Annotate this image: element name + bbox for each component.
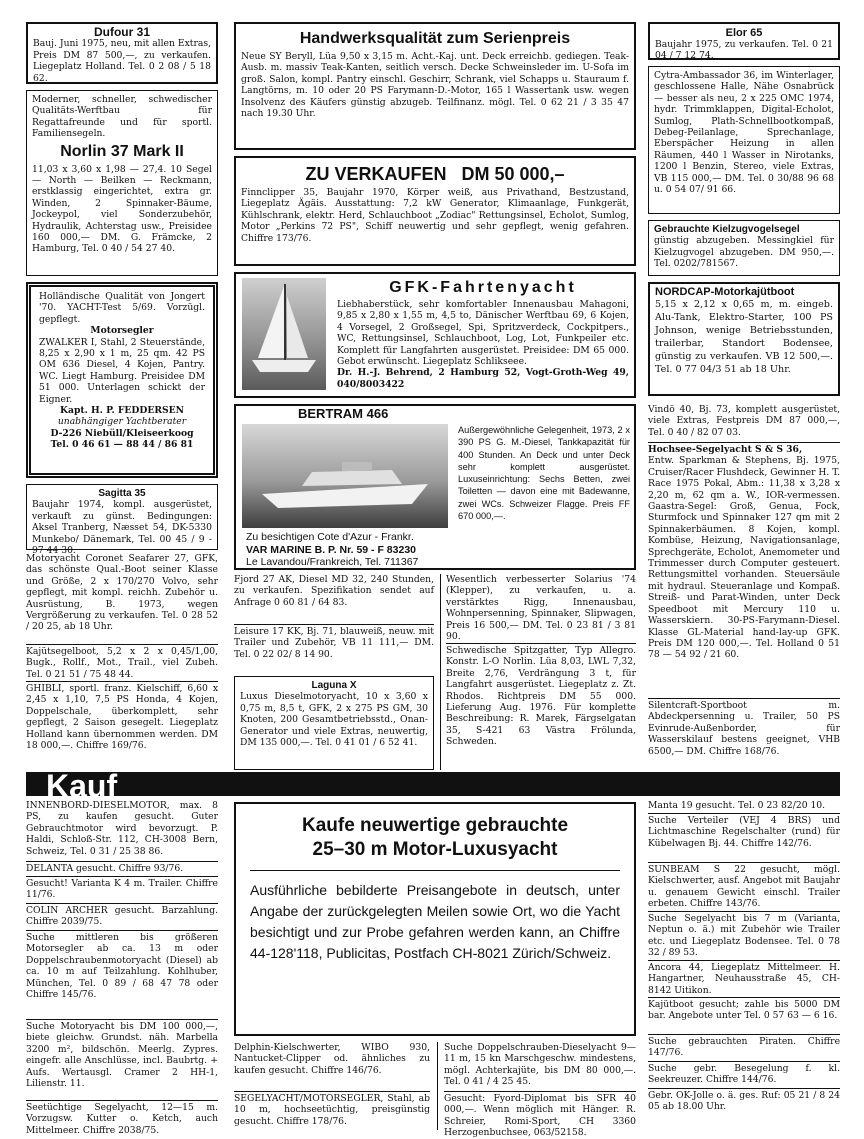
ad-varianta [26, 878, 218, 902]
ad-body: COLIN ARCHER gesucht. Barzahlung. Chiffre 2039/75. [26, 905, 218, 928]
ad-ancora-44 [648, 962, 840, 996]
divider [437, 1042, 438, 1130]
ad-body: DELANTA gesucht. Chiffre 93/76. [26, 863, 184, 874]
ad-body: Finnclipper 35, Baujahr 1970, Körper weiß, aus Privathand, Bestzustand, Liegeplatz Ägäis. Ausstattung: 7,2 kW Generator, Klimaanlage, Funkgerät, Kühlschrank, elektr. Herd, Schlauchboot „Zodiac" Rettungsinsel, Echolot, Sumlog, Motor „Perkins 72 PS", Schiff neuwertig und sehr gepflegt, wenig gefahren. Chiffre 173/76. [241, 187, 629, 244]
ad-body: Suche Verteiler (VEJ 4 BRS) und Lichtmaschine Regelschalter (rund) für Kübelwagen Bj. 44. Chiffre 142/76. [648, 815, 840, 849]
broker-role: unabhängiger Yachtberater [57, 416, 187, 428]
ad-body: Suche gebrauchten Piraten. Chiffre 147/76. [648, 1036, 840, 1059]
ad-body: Ausführliche bebilderte Preisangebote in deutsch, unter Angabe der zurückgelegten Meilen sowie Ort, wo die Yacht besichtigt und zur Probe gefahren werden kann, an Chiffre 44-128'118, Publicitas, Postfach CH-8021 Zürich/Schweiz. [250, 882, 620, 961]
divider [444, 1091, 636, 1092]
ad-colin-archer [26, 905, 218, 929]
ad-nordcap [648, 282, 840, 396]
ad-innenbord-dieselmotor [26, 800, 218, 860]
ad-intro: Holländische Qualität von Jongert '70. YACHT-Test 5/69. Vorzügl. gepflegt. [39, 291, 205, 325]
ad-title: Laguna X [311, 680, 357, 691]
divider [26, 930, 218, 931]
ad-title: Norlin 37 Mark II [60, 142, 184, 160]
ad-piraten [648, 1036, 840, 1060]
ad-body: Neue SY Beryll, Lüa 9,50 x 3,15 m. Acht.-Kaj. unt. Deck erreichb. gediegen. Teak-Ausb. m. massiv Teak-Kanten, seitlich versch. Decke Schweinsleder im. U-Sofa im groß. Salon, kompl. Pantry einschl. Geschirr, Schrank, viel Schapps u. Stauraum f. Langtörns, m. 10 oder 20 PS Farymann-D.-Motor, 165 l Wassertank usw. wegen Insolvenz des Käufers günstig abzugeb. Teilfinanz. mögl. Tel. 0 62 21 / 3 35 47 nach 19.30 Uhr. [241, 51, 629, 120]
ad-leisure-17 [234, 626, 434, 672]
broker-name: Kapt. H. P. FEDDERSEN [60, 405, 184, 417]
ad-motor-luxusyacht [234, 802, 636, 1036]
ad-ghibli [26, 683, 218, 775]
divider [648, 1088, 840, 1089]
ad-title: Hochsee-Segelyacht S & S 36, [648, 444, 803, 455]
ad-manta-19 [648, 800, 840, 812]
ad-fjord-27 [234, 574, 434, 622]
sailboat-photo [242, 278, 326, 390]
ad-subtitle: Motorsegler [90, 325, 154, 337]
ad-body: Fjord 27 AK, Diesel MD 32, 240 Stunden, zu verkaufen. Spezifikation sendet auf Anfrage 0 60 81 / 64 83. [234, 574, 434, 608]
motoryacht-photo [242, 424, 448, 528]
ad-body: Vindö 40, Bj. 73, komplett ausgerüstet, viele Extras, Festpreis DM 87 000,—, Tel. 0 40 / 82 07 03. [648, 404, 840, 438]
ad-caption: Zu besichtigen Cote d'Azur - Frankr. [246, 531, 414, 543]
divider [26, 903, 218, 904]
ad-solarius [446, 574, 636, 642]
ad-hochsee-segelyacht [648, 444, 840, 696]
ad-body: Silentcraft-Sportboot m. Abdeckpersenning u. Trailer, 50 PS Evinrude-Außenborder, für Wasserskilauf bestens geeignet, VHB 6500,— DM. Chiffre 168/76. [648, 700, 840, 757]
ad-body: 11,03 x 3,60 x 1,98 — 27,4. 10 Segel — North — Beilken — Reckmann, erstklassig eingerichtet, extra gr. Winden, 2 Spinnaker-Bäume, Jockeypol, viel Sonderzubehör, Hydraulik, Achterstag usw., Preisidee 160 000,— DM. G. Främcke, 2 Hamburg, Tel. 0 40 / 54 27 40. [32, 163, 212, 255]
ad-body: Suche mittleren bis größeren Motorsegler ab ca. 13 m oder Doppelschraubenmotoryacht (Diesel) ab ca. 10 m auf Teilzahlung. Kohlhuber, München, Tel. 0 89 / 68 47 78 oder Chiffre 145/76. [26, 932, 218, 1001]
ad-title: Elor 65 [725, 27, 763, 39]
ad-kielzugvogelsegel [648, 220, 840, 276]
divider [26, 861, 218, 862]
divider [648, 442, 840, 443]
ad-fyord-diplomat [444, 1093, 636, 1139]
ad-dufour-31 [26, 22, 218, 84]
ad-silentcraft [648, 700, 840, 758]
ad-firm: VAR MARINE B. P. Nr. 59 - F 83230 [246, 543, 417, 556]
divider [26, 1019, 218, 1020]
section-title: Kauf [46, 768, 118, 804]
ad-feddersen-frame [26, 282, 218, 478]
divider [234, 1091, 430, 1092]
ad-body: Suche Motoryacht bis DM 100 000,—, biete gleichw. Grundst. näh. Marbella 3200 m², bildschön. Meerlg. Zypres. eingefr. alle Anschlüsse, incl. Baubrtg. + Aufs. Wertausgl. Cramer 2 HH-1, Lilienstr. 11. [26, 1021, 218, 1090]
divider [648, 1061, 840, 1062]
ad-body: ZWALKER I, Stahl, 2 Steuerstände, 8,25 x 2,90 x 1 m, 25 qm. 42 PS OM 636 Diesel, 4 Kojen, Pantry. WC. Liegt Hamburg. Preisidee DM 51 000. Unterlagen schickt der Eigner. [39, 336, 205, 405]
kauf-banner [26, 768, 840, 804]
ad-besegelung [648, 1063, 840, 1087]
ad-body: Manta 19 gesucht. Tel. 0 23 82/20 10. [648, 800, 826, 811]
broker-phone: Tel. 0 46 61 — 88 44 / 86 81 [50, 439, 194, 451]
ad-title-line-1: Kaufe neuwertige gebrauchte [301, 815, 569, 836]
divider [648, 862, 840, 863]
ad-norlin-37 [26, 90, 218, 276]
ad-vindoe-40 [648, 404, 840, 440]
ad-body: Baujahr 1975, zu verkaufen. Tel. 0 21 04 / 7 12 74. [655, 39, 833, 62]
ad-intro: Moderner, schneller, schwedischer Qualitäts-Werftbau für Regattafreunde und für sportl. Familiensegeln. [32, 94, 212, 140]
ad-zu-verkaufen [234, 156, 636, 266]
ad-body: Motoryacht Coronet Seafarer 27, GFK, das schönste Qual.-Boot seiner Klasse und Größe, 2 x 170/270 Volvo, sehr gepflegt, mit kompl. reichh. Zubehör u. Ausrüstung, B. 1973, wegen Vergrößerung zu verkaufen. Tel. 0 28 52 / 20 25, ab 18 Uhr. [26, 553, 218, 633]
ad-body: SUNBEAM S 22 gesucht, mögl. Kielschwerter, ausf. Angebot mit Baujahr u. genauem Gewicht einschl. Trailer erbeten. Chiffre 143/76. [648, 864, 840, 910]
ad-title: GFK-Fahrtenyacht [389, 279, 577, 296]
broker-address: D-226 Niebüll/Kleiseerkoog [50, 427, 194, 439]
ad-body: Leisure 17 KK, Bj. 71, blauweiß, neuw. mit Trailer und Zubehör, VB 11 111,— DM. Tel. 0 22 02/ 8 14 90. [234, 626, 434, 660]
ad-verteiler [648, 815, 840, 861]
ad-body: Seetüchtige Segelyacht, 12—15 m. Vorzugsw. Kutter o. Ketch, auch Mittelmeer. Chiffre 2038/75. [26, 1102, 218, 1136]
ad-title: BERTRAM 466 [298, 406, 389, 421]
divider [26, 681, 218, 682]
divider [648, 813, 840, 814]
ad-body: Außergewöhnliche Gelegenheit, 1973, 2 x 390 PS G. M.-Diesel, Tankkapazität für 400 Stunden. An Deck und unter Deck sehr komplett ausgerüstet. Luxuseinrichtung: Sechs Betten, zwei Toiletten — davon eine mit Badewanne, zwei WCs. Schweizer Flagge. Preis FF 670 000,—. [458, 425, 630, 522]
divider [648, 698, 840, 699]
ad-title-line-2: 25–30 m Motor-Luxusyacht [312, 839, 558, 860]
ad-title: ZU VERKAUFEN DM 50 000,– [305, 164, 565, 184]
divider [648, 911, 840, 912]
sailboat-icon [242, 278, 326, 390]
ad-motorsegler-suche [26, 932, 218, 1018]
divider [648, 1034, 840, 1035]
ad-body: Gebr. OK-Jolle o. ä. ges. Ruf: 05 21 / 8 24 05 ab 18.00 Uhr. [648, 1090, 840, 1113]
ad-title: NORDCAP-Motorkajütboot [655, 286, 795, 298]
ad-body: 5,15 x 2,12 x 0,65 m, m. eingeb. Alu-Tank, Elektro-Starter, 100 PS Johnson, wenige Betriebsstunden, trailerbar, Standort Bodensee, günstig zu verkaufen. VB 12 500,—. Tel. 0 77 04/3 51 ab 18 Uhr. [655, 299, 833, 376]
ad-body: Kajütsegelboot, 5,2 x 2 x 0,45/1,00, Bugk., Rollf., Mot., Trail., viel Zubeh. Tel. 0 21 51 / 75 48 44. [26, 646, 218, 680]
divider [648, 960, 840, 961]
ad-cytra-ambassador [648, 66, 840, 214]
divider [234, 624, 434, 625]
ad-segelyacht-motorsegler [234, 1093, 430, 1130]
divider [26, 1100, 218, 1101]
ad-body: GHIBLI, sportl. franz. Kielschiff, 6,60 x 2,45 x 1,10, 7,5 PS Honda, 4 Kojen, Doppelschale, überkomplett, sehr gepflegt, 2 Saison gesegelt. Liegeplatz Holland kann übernommen werden. DM 18 000,—. Chiffre 169/76. [26, 683, 218, 752]
ad-body: Suche Segelyacht bis 7 m (Varianta, Neptun o. ä.) mit Zubehör wie Trailer etc. und Liegeplatz Bodensee. Tel. 0 78 32 / 89 53. [648, 913, 840, 959]
ad-body: Liebhaberstück, sehr komfortabler Innenausbau Mahagoni, 9,85 x 2,80 x 1,55 m, 4,5 to, Dänischer Werftbau 69, 6 Kojen, 4 Vorsegel, 2 Großsegel, Spi, Spritzverdeck, Cockpitpers., WC, Rettungsinsel, Schlauchboot, Log, Lot, Funkpeiler etc. Komplett für Langfahrten ausgerüstet. Preisidee: DM 65 000. Gebot erwünscht. Liegeplatz Schlikseee. [337, 299, 629, 368]
divider [26, 876, 218, 877]
ad-seetuechtige-segelyacht [26, 1102, 218, 1136]
ad-body: Bauj. Juni 1975, neu, mit allen Extras, Preis DM 87 500,—, zu verkaufen. Liegeplatz Holland. Tel. 0 2 08 / 5 18 62. [33, 38, 211, 84]
ad-elor-65 [648, 22, 840, 60]
ad-bertram-466 [234, 404, 636, 570]
motoryacht-icon [242, 424, 448, 528]
ad-body: Schwedische Spitzgatter, Typ Allegro. Konstr. L-O Norlin. Lüa 8,03, LWL 7,32, Breite 2,76, Verdrängung 3 t, für Langfahrt ausgerüstet. Liegeplatz z. Zt. Rhodos. Richtpreis DM 55 000. Lieferung Aug. 1976. Für komplette Beschreibung: R. Marek, Färgselgatan 35, S-421 63 Västra Frölunda, Schweden. [446, 645, 636, 748]
ad-title: Gebrauchte Kielzugvogelsegel [654, 224, 800, 235]
divider [440, 574, 441, 770]
ad-body: Kajütboot gesucht; zahle bis 5000 DM bar. Angebote unter Tel. 0 57 63 — 6 16. [648, 999, 840, 1022]
ad-body: Gesucht: Fyord-Diplomat bis SFR 40 000,—. Wenn möglich mit Hänger. R. Schreier, Romi-Sport, CH 3360 Herzogenbuchsee, 063/52158. [444, 1093, 636, 1139]
ad-delanta [26, 863, 218, 875]
ad-body: Suche gebr. Besegelung f. kl. Seekreuzer. Chiffre 144/76. [648, 1063, 840, 1086]
ad-kajuetsegelboot [26, 646, 218, 680]
ad-spitzgatter [446, 645, 636, 771]
ad-coronet-seafarer [26, 553, 218, 643]
ad-title: Handwerksqualität zum Serienpreis [299, 30, 571, 47]
ad-body: Entw. Sparkman & Stephens, Bj. 1975, Cruiser/Racer Flushdeck, Gewinner H. T. Race 1975 Pokal, Abm.: 11,38 x 3,28 x 2,20 m, 62 qm a. W., IOR-vermessen. Gaastra-Segel: Groß, Genua, Fock, Sturmfock und Spinnaker 127 qm mit 2 Spinnakerbäumen. 8 Kojen, kompl. Kombüse, Heizung, Navigationsanlage, Sprechgeräte, Echolot, Anemometer und Trimmesser durch Computer gesteuert. Rettungsmittel vorhanden. Steuersäule mit hydraul. Steueranlage und Kompaß. Streiß- und Parat-Winden, unter Deck Speedboot mit Mercury 110 u. Wasserskiern. 30-PS-Farymann-Diesel. Klasse GL-Material hand-lay-up GFK. Preis DM 120 000,—. Tel. Holland 0 51 78 — 54 92 / 21 60. [648, 455, 840, 661]
ad-handwerksqualitaet [234, 22, 636, 150]
ad-body: Wesentlich verbesserter Solarius '74 (Klepper), zu verkaufen, u. a. verstärktes Rigg, Innenausbau, Wohnpersenning, Spinnaker, Slipwagen, Preis 16 500,— DM. Tel. 0 23 81 / 3 81 90. [446, 574, 636, 643]
ad-body: SEGELYACHT/MOTORSEGLER, Stahl, ab 10 m, hochseetüchtig, preisgünstig gesucht. Chiffre 178/76. [234, 1093, 430, 1127]
ad-contact: Dr. H.-J. Behrend, 2 Hamburg 52, Vogt-Groth-Weg 49, 040/8003422 [337, 367, 629, 390]
ad-body: Baujahr 1974, kompl. ausgerüstet, verkauft zu günst. Bedingungen: Aksel Tranberg, Næsset 54, DK-5330 Munkebo/ Dänemark, Tel. 00 45 / 9 - 97 44 30. [32, 499, 212, 557]
ad-body: Suche Doppelschrauben-Dieselyacht 9—11 m, 15 kn Marschgeschw. mindestens, mögl. Achterkajüte, bis DM 80 000,—. Tel. 0 41 / 4 25 45. [444, 1042, 636, 1088]
divider [26, 644, 218, 645]
divider [250, 870, 620, 871]
ad-body: Luxus Dieselmotoryacht, 10 x 3,60 x 0,75 m, 8,5 t, GFK, 2 x 275 PS GM, 30 Knoten, 200 Gesamtbetriebsstd., Onan-Generator und viele Extras, neuwertig, DM 135 000,—. Tel. 0 41 01 / 6 52 41. [240, 691, 428, 749]
divider [648, 997, 840, 998]
ad-address: Le Lavandou/Frankreich, Tel. 711367 [246, 556, 419, 568]
ad-title: Sagitta 35 [98, 488, 146, 499]
ad-sagitta-35 [26, 484, 218, 557]
ad-kajuetboot [648, 999, 840, 1033]
ad-doppelschrauben [444, 1042, 636, 1090]
ad-body: Delphin-Kielschwerter, WIBO 930, Nantucket-Clipper od. ähnliches zu kaufen gesucht. Chiffre 146/76. [234, 1042, 430, 1076]
ad-sunbeam [648, 864, 840, 910]
ad-motoryacht-suche [26, 1021, 218, 1099]
ad-delphin [234, 1042, 430, 1090]
ad-gfk-fahrtenyacht [234, 272, 636, 398]
ad-ok-jolle [648, 1090, 840, 1116]
ad-body: INNENBORD-DIESELMOTOR, max. 8 PS, zu kaufen gesucht. Guter Gebrauchtmotor wird bevorzugt. P. Haldi, Schloß-Str. 112, CH-3008 Bern, Schweiz, Tel. 0 31 / 25 38 86. [26, 800, 218, 857]
ad-laguna-x [234, 676, 434, 770]
ad-segelyacht-7m [648, 913, 840, 959]
divider [446, 643, 636, 644]
ad-body: Ancora 44, Liegeplatz Mittelmeer. H. Hangartner, Neuhausstraße 45, CH-8142 Uitikon. [648, 962, 840, 996]
ad-body: Cytra-Ambassador 36, im Winterlager, geschlossene Halle, Nähe Osnabrück — besser als neu, 2 x 225 OMC 1974, hydr. Trimmklappen, Digital-Echolot, Sumlog, Plath-Schnellbootkompaß, Debeg-Peilanlage, Sprechanlage, Eberspächer Heizung in allen Räumen, 440 l Wasser in Nirotanks, 1200 l Benzin, Stereo, viele Extras, VB 115 000,— DM. Tel. 0 30/88 96 68 u. 0 54 07/ 91 66. [654, 70, 834, 196]
ad-body: günstig abzugeben. Messingkiel für Kielzugvogel abzugeben. DM 950,—. Tel. 0202/781567. [654, 235, 834, 270]
ad-body: Gesucht! Varianta K 4 m. Trailer. Chiffre 11/76. [26, 878, 218, 901]
ad-title: Dufour 31 [93, 25, 150, 39]
